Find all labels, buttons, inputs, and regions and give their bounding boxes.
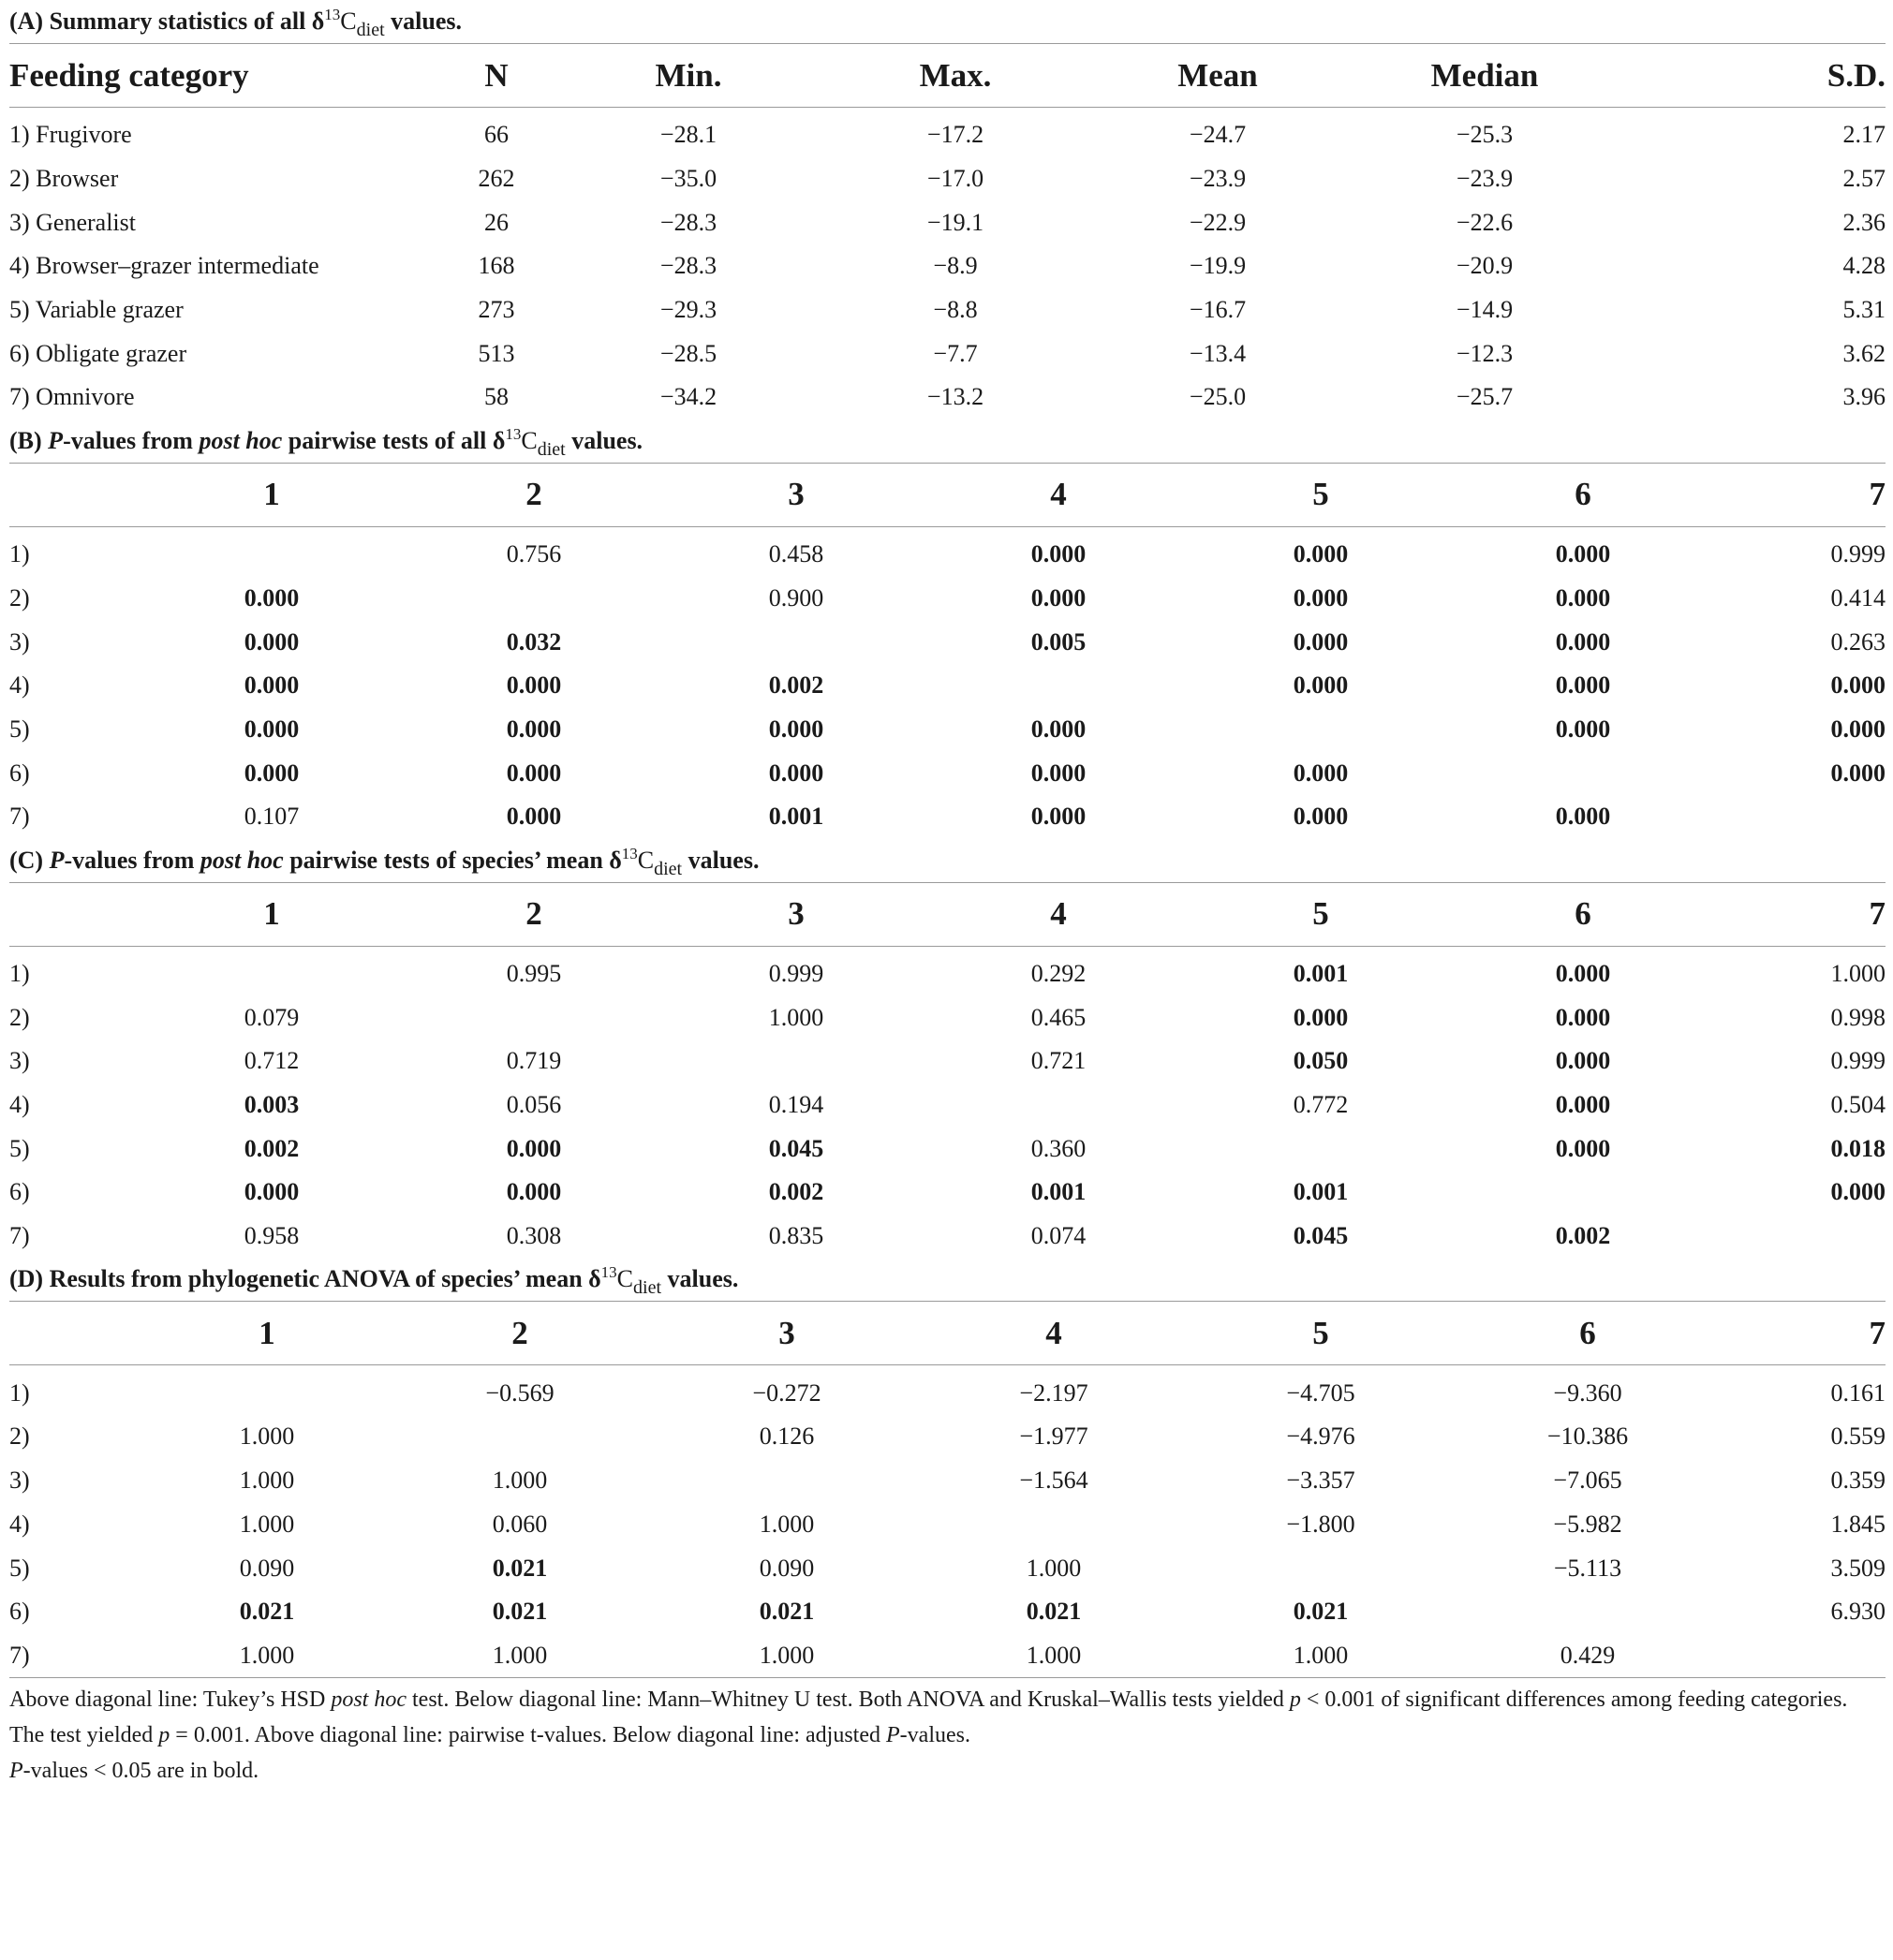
table-cell: 0.018	[1830, 1134, 1886, 1162]
table-row	[9, 1127, 1886, 1171]
row-label: 7) Omnivore	[9, 383, 135, 411]
table-row	[9, 1039, 1886, 1083]
table-cell: 0.000	[1030, 715, 1087, 743]
table-cell: 0.002	[768, 671, 824, 700]
table-cell: 0.045	[768, 1134, 824, 1162]
table-cell	[150, 526, 393, 576]
column-header	[9, 463, 150, 526]
table-cell: 0.719	[506, 1047, 562, 1075]
table-cell: −8.8	[933, 296, 978, 324]
table-cell	[656, 1459, 918, 1503]
table-cell: −28.1	[659, 121, 717, 149]
column-header: 4	[1050, 895, 1067, 933]
table-cell: 0.000	[1555, 1091, 1611, 1119]
table-cell: 5.31	[1842, 296, 1886, 324]
table-cell: −3.357	[1286, 1466, 1355, 1495]
phylogenetic-anova-table	[9, 1301, 1886, 1678]
table-cell: −4.976	[1286, 1422, 1355, 1451]
row-label: 3)	[9, 1466, 30, 1495]
table-row	[9, 288, 1886, 332]
table-row	[9, 1365, 1886, 1415]
table-cell: −25.7	[1456, 383, 1514, 411]
column-header: 2	[511, 1314, 528, 1351]
footnote-1: Above diagonal line: Tukey’s HSD post hoc test. Below diagonal line: Mann–Whitney U test. Both ANOVA and Kruskal–Wallis tests yielded p < 0.001 of significant differences among feeding categories.	[9, 1687, 1848, 1713]
table-row	[9, 1546, 1886, 1590]
table-cell: 0.002	[244, 1134, 300, 1162]
table-cell: −24.7	[1189, 121, 1247, 149]
row-label: 1)	[9, 540, 30, 568]
section-d-title: (D) Results from phylogenetic ANOVA of species’ mean $\delta^{13}C_{diet}$ values.	[9, 1263, 739, 1299]
table-cell: 0.002	[768, 1178, 824, 1206]
table-cell: 0.712	[244, 1047, 300, 1075]
column-header: 4	[1045, 1314, 1062, 1351]
table-cell: −34.2	[659, 383, 717, 411]
table-cell: 0.000	[768, 715, 824, 743]
row-label: 3)	[9, 1047, 30, 1075]
table-cell: 0.000	[244, 1178, 300, 1206]
table-cell: 0.000	[1555, 1003, 1611, 1031]
column-header: 3	[788, 895, 805, 933]
column-header: 2	[525, 476, 542, 513]
table-cell: 0.000	[1555, 540, 1611, 568]
table-cell: 0.995	[506, 959, 562, 987]
table-row	[9, 795, 1886, 839]
table-cell: 1.000	[759, 1510, 815, 1538]
table-row	[9, 1503, 1886, 1547]
table-cell: −5.113	[1553, 1554, 1622, 1582]
footnote-3: P-values < 0.05 are in bold.	[9, 1759, 259, 1784]
table-cell	[150, 946, 393, 995]
table-cell: −9.360	[1553, 1378, 1622, 1407]
table-cell: −35.0	[659, 165, 717, 193]
table-cell: 0.999	[1830, 540, 1886, 568]
table-cell: 1.000	[768, 1003, 824, 1031]
table-cell: 0.000	[506, 1134, 562, 1162]
column-header: 7	[1869, 1314, 1886, 1351]
table-cell: 273	[478, 296, 515, 324]
table-cell: 0.999	[1830, 1047, 1886, 1075]
table-header-row	[9, 1302, 1886, 1365]
table-cell: 2.57	[1842, 165, 1886, 193]
table-row	[9, 1215, 1886, 1259]
table-cell: −17.2	[926, 121, 984, 149]
table-cell: 0.056	[506, 1091, 562, 1119]
table-row	[9, 946, 1886, 995]
table-cell: 0.000	[1030, 803, 1087, 831]
table-cell: 0.000	[506, 803, 562, 831]
table-cell: 0.000	[244, 715, 300, 743]
table-cell: 58	[484, 383, 509, 411]
column-header: 1	[263, 895, 280, 933]
table-cell: 0.000	[1293, 759, 1349, 787]
table-cell: 1.000	[492, 1466, 548, 1495]
row-label: 2)	[9, 583, 30, 612]
table-cell: 0.000	[1830, 715, 1886, 743]
table-cell: 6.930	[1830, 1598, 1886, 1626]
row-label: 5)	[9, 1134, 30, 1162]
table-cell	[393, 577, 674, 621]
row-label: 6) Obligate grazer	[9, 339, 187, 367]
table-cell: 0.000	[1830, 1178, 1886, 1206]
table-cell: −1.564	[1019, 1466, 1088, 1495]
table-cell: −16.7	[1189, 296, 1247, 324]
table-row	[9, 620, 1886, 664]
table-cell: 66	[484, 121, 509, 149]
table-cell: 0.000	[1293, 803, 1349, 831]
row-label: 4) Browser–grazer intermediate	[9, 252, 319, 280]
table-cell: −14.9	[1456, 296, 1514, 324]
table-cell	[1199, 1127, 1442, 1171]
table-cell: −19.9	[1189, 252, 1247, 280]
table-cell: 0.360	[1030, 1134, 1087, 1162]
table-cell: 3.96	[1842, 383, 1886, 411]
table-cell: −29.3	[659, 296, 717, 324]
table-cell: 2.36	[1842, 208, 1886, 236]
row-label: 1) Frugivore	[9, 121, 132, 149]
table-cell	[1723, 795, 1886, 839]
table-cell: 1.000	[239, 1641, 295, 1669]
table-cell: 1.000	[239, 1466, 295, 1495]
row-label: 6)	[9, 759, 30, 787]
table-cell: 0.021	[759, 1598, 815, 1626]
table-cell: −1.977	[1019, 1422, 1088, 1451]
table-row	[9, 1171, 1886, 1215]
column-header: 6	[1579, 1314, 1596, 1351]
table-cell: −5.982	[1553, 1510, 1622, 1538]
column-header: 4	[1050, 476, 1067, 513]
column-header	[9, 882, 150, 946]
table-cell: −7.7	[933, 339, 978, 367]
table-cell: −28.3	[659, 208, 717, 236]
table-cell: 0.001	[1293, 1178, 1349, 1206]
row-label: 4)	[9, 671, 30, 700]
column-header: Max.	[919, 56, 992, 94]
column-header: 7	[1869, 476, 1886, 513]
column-header: 6	[1575, 895, 1591, 933]
table-cell: 0.756	[506, 540, 562, 568]
table-cell: 0.458	[768, 540, 824, 568]
table-cell	[1442, 751, 1723, 795]
table-cell: 1.000	[239, 1422, 295, 1451]
table-cell: 0.999	[768, 959, 824, 987]
table-row	[9, 526, 1886, 576]
table-cell: 0.000	[244, 759, 300, 787]
table-row	[9, 1459, 1886, 1503]
table-cell: 4.28	[1842, 252, 1886, 280]
table-cell	[393, 995, 674, 1039]
table-cell: −1.800	[1286, 1510, 1355, 1538]
table-row	[9, 108, 1886, 157]
table-cell: −28.3	[659, 252, 717, 280]
table-cell: 0.000	[1293, 627, 1349, 656]
table-row	[9, 1083, 1886, 1127]
table-cell: 0.000	[768, 759, 824, 787]
column-header: Feeding category	[9, 56, 249, 94]
table-row	[9, 244, 1886, 288]
table-cell	[1199, 708, 1442, 752]
table-cell: −13.4	[1189, 339, 1247, 367]
table-cell: 0.002	[1555, 1222, 1611, 1250]
table-cell: 2.17	[1842, 121, 1886, 149]
column-header: Min.	[655, 56, 722, 94]
table-cell: 0.900	[768, 583, 824, 612]
table-row	[9, 577, 1886, 621]
table-cell: 0.032	[506, 627, 562, 656]
table-cell: 0.005	[1030, 627, 1087, 656]
table-cell: −19.1	[926, 208, 984, 236]
table-cell: 0.001	[1030, 1178, 1087, 1206]
column-header: Mean	[1177, 56, 1258, 94]
row-label: 2)	[9, 1003, 30, 1031]
table-header-row	[9, 44, 1886, 108]
table-cell: 0.079	[244, 1003, 300, 1031]
row-label: 2) Browser	[9, 165, 119, 193]
column-header: 1	[263, 476, 280, 513]
row-label: 6)	[9, 1178, 30, 1206]
table-header-row	[9, 882, 1886, 946]
table-cell: 0.003	[244, 1091, 300, 1119]
table-row	[9, 157, 1886, 201]
column-header: 3	[778, 1314, 795, 1351]
footnote-2: The test yielded p = 0.001. Above diagonal line: pairwise t-values. Below diagonal line: adjusted P-values.	[9, 1723, 970, 1748]
table-cell: 0.000	[1293, 583, 1349, 612]
row-label: 5)	[9, 1554, 30, 1582]
table-cell	[1723, 1634, 1886, 1678]
table-cell: 0.000	[1555, 803, 1611, 831]
table-cell: 0.000	[1555, 671, 1611, 700]
table-cell: 0.263	[1830, 627, 1886, 656]
table-cell: 0.772	[1293, 1091, 1349, 1119]
table-cell: 0.000	[506, 759, 562, 787]
table-cell: 0.835	[768, 1222, 824, 1250]
row-label: 1)	[9, 959, 30, 987]
table-cell: 0.000	[1293, 1003, 1349, 1031]
table-cell	[1190, 1546, 1452, 1590]
table-cell: 0.000	[506, 715, 562, 743]
table-cell: 0.001	[1293, 959, 1349, 987]
table-cell: 1.000	[759, 1641, 815, 1669]
table-cell: 0.021	[1293, 1598, 1349, 1626]
table-cell: 0.000	[1555, 715, 1611, 743]
table-cell: 0.414	[1830, 583, 1886, 612]
section-a-title: (A) Summary statistics of all $\delta^{13}C_{diet}$ values.	[9, 6, 462, 40]
table-cell: 1.000	[1026, 1641, 1082, 1669]
table-cell: 3.62	[1842, 339, 1886, 367]
table-row	[9, 1415, 1886, 1459]
row-label: 4)	[9, 1091, 30, 1119]
table-cell	[1452, 1590, 1723, 1634]
table-cell: 1.845	[1830, 1510, 1886, 1538]
table-cell: 0.000	[1030, 583, 1087, 612]
row-label: 7)	[9, 803, 30, 831]
row-label: 6)	[9, 1598, 30, 1626]
table-row	[9, 708, 1886, 752]
table-cell: 0.000	[1293, 671, 1349, 700]
table-cell: 262	[478, 165, 515, 193]
table-row	[9, 995, 1886, 1039]
table-cell: 0.021	[1026, 1598, 1082, 1626]
table-cell: 0.721	[1030, 1047, 1087, 1075]
table-row	[9, 1590, 1886, 1634]
row-label: 7)	[9, 1641, 30, 1669]
table-cell: 0.292	[1030, 959, 1087, 987]
table-cell: −8.9	[933, 252, 978, 280]
table-cell: 0.021	[492, 1554, 548, 1582]
table-cell: 0.000	[1830, 759, 1886, 787]
table-cell: 1.000	[239, 1510, 295, 1538]
table-cell: 0.000	[1555, 1134, 1611, 1162]
table-cell: 0.001	[768, 803, 824, 831]
table-cell	[918, 664, 1199, 708]
column-header: 3	[788, 476, 805, 513]
table-cell: −25.3	[1456, 121, 1514, 149]
table-cell: −10.386	[1546, 1422, 1629, 1451]
table-cell: 3.509	[1830, 1554, 1886, 1582]
table-cell: 0.998	[1830, 1003, 1886, 1031]
row-label: 1)	[9, 1378, 30, 1407]
table-cell: 0.000	[506, 1178, 562, 1206]
table-cell: 0.000	[1293, 540, 1349, 568]
table-cell: 0.090	[759, 1554, 815, 1582]
section-b-title: (B) P-values from post hoc pairwise tests of all $\delta^{13}C_{diet}$ values.	[9, 424, 643, 460]
table-cell: 1.000	[1830, 959, 1886, 987]
table-cell: 0.000	[244, 627, 300, 656]
column-header: 6	[1575, 476, 1591, 513]
table-cell: −23.9	[1189, 165, 1247, 193]
table-cell: 0.000	[1555, 627, 1611, 656]
table-cell	[918, 1503, 1190, 1547]
row-label: 2)	[9, 1422, 30, 1451]
table-cell: 0.074	[1030, 1222, 1087, 1250]
table-cell: 0.021	[239, 1598, 295, 1626]
section-c-title: (C) P-values from post hoc pairwise tests of species’ mean $\delta^{13}C_{diet}$ values.	[9, 844, 760, 879]
table-cell: 0.126	[759, 1422, 815, 1451]
table-cell: 0.465	[1030, 1003, 1087, 1031]
pairwise-all-values-table	[9, 463, 1886, 839]
table-cell	[384, 1415, 656, 1459]
table-cell: −22.6	[1456, 208, 1514, 236]
column-header: 5	[1312, 1314, 1329, 1351]
table-cell: −28.5	[659, 339, 717, 367]
table-cell: −4.705	[1286, 1378, 1355, 1407]
table-cell: 0.958	[244, 1222, 300, 1250]
table-cell: 1.000	[492, 1641, 548, 1669]
column-header: Median	[1430, 56, 1539, 94]
column-header: S.D.	[1826, 56, 1886, 94]
table-cell: 0.194	[768, 1091, 824, 1119]
table-cell: 0.000	[1555, 583, 1611, 612]
table-cell	[674, 620, 918, 664]
table-cell: 0.000	[1030, 540, 1087, 568]
table-cell	[150, 1365, 384, 1415]
table-cell: −12.3	[1456, 339, 1514, 367]
table-cell: 0.090	[239, 1554, 295, 1582]
table-cell: −17.0	[926, 165, 984, 193]
table-row	[9, 751, 1886, 795]
table-cell	[1723, 1215, 1886, 1259]
table-cell: 0.559	[1830, 1422, 1886, 1451]
table-row	[9, 664, 1886, 708]
table-cell: 0.000	[506, 671, 562, 700]
table-cell: 1.000	[1026, 1554, 1082, 1582]
table-cell: 0.045	[1293, 1222, 1349, 1250]
column-header: N	[484, 56, 509, 94]
pairwise-species-mean-table	[9, 882, 1886, 1259]
table-cell: −7.065	[1553, 1466, 1622, 1495]
table-cell: 0.504	[1830, 1091, 1886, 1119]
table-cell: −13.2	[926, 383, 984, 411]
table-cell: 0.050	[1293, 1047, 1349, 1075]
column-header: 2	[525, 895, 542, 933]
table-cell	[1442, 1171, 1723, 1215]
row-label: 3)	[9, 627, 30, 656]
table-cell: −25.0	[1189, 383, 1247, 411]
row-label: 4)	[9, 1510, 30, 1538]
table-cell	[674, 1039, 918, 1083]
column-header: 1	[259, 1314, 275, 1351]
row-label: 7)	[9, 1222, 30, 1250]
table-cell	[918, 1083, 1199, 1127]
row-label: 5)	[9, 715, 30, 743]
column-header	[9, 1302, 150, 1365]
table-cell: 513	[478, 339, 515, 367]
column-header: 5	[1312, 476, 1329, 513]
table-cell: 0.000	[244, 671, 300, 700]
table-cell: −0.569	[485, 1378, 555, 1407]
table-row	[9, 376, 1886, 420]
table-cell: 0.308	[506, 1222, 562, 1250]
table-cell: 26	[484, 208, 509, 236]
table-cell: −20.9	[1456, 252, 1514, 280]
row-label: 5) Variable grazer	[9, 296, 184, 324]
column-header: 7	[1869, 895, 1886, 933]
column-header: 5	[1312, 895, 1329, 933]
table-cell: 0.000	[244, 583, 300, 612]
row-label: 3) Generalist	[9, 208, 137, 236]
table-row	[9, 200, 1886, 244]
table-cell: −0.272	[752, 1378, 821, 1407]
table-cell: 0.161	[1830, 1378, 1886, 1407]
table-cell: 0.000	[1830, 671, 1886, 700]
table-cell: 0.000	[1030, 759, 1087, 787]
table-cell: 0.021	[492, 1598, 548, 1626]
table-cell: −22.9	[1189, 208, 1247, 236]
table-cell: −2.197	[1019, 1378, 1088, 1407]
table-header-row	[9, 463, 1886, 526]
table-cell: 0.000	[1555, 959, 1611, 987]
table-cell: 0.060	[492, 1510, 548, 1538]
summary-statistics-table	[9, 43, 1886, 420]
table-row	[9, 332, 1886, 376]
table-row	[9, 1634, 1886, 1678]
table-cell: 1.000	[1293, 1641, 1349, 1669]
table-cell: 0.429	[1560, 1641, 1616, 1669]
table-cell: −23.9	[1456, 165, 1514, 193]
table-footnotes	[9, 1678, 1886, 1789]
table-cell: 0.107	[244, 803, 300, 831]
table-cell: 0.359	[1830, 1466, 1886, 1495]
table-cell: 0.000	[1555, 1047, 1611, 1075]
table-cell: 168	[478, 252, 515, 280]
